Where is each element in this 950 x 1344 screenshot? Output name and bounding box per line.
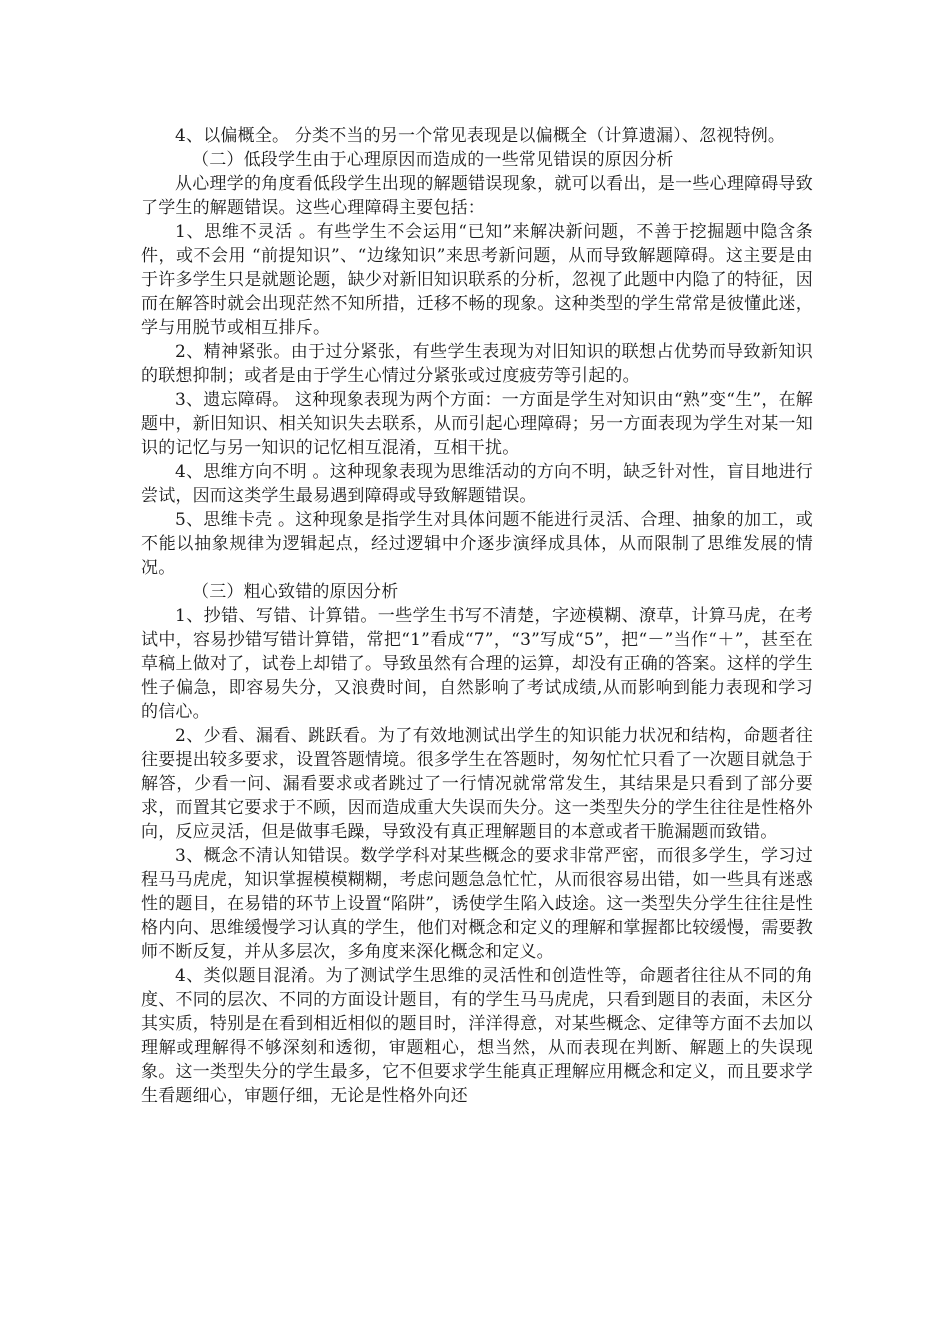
paragraph-concept-confusion: 3、概念不清认知错误。数学学科对某些概念的要求非常严密，而很多学生，学习过程马马虎虎，知识掌握模模糊糊，考虑问题急急忙忙，从而很容易出错，如一些具有迷惑性的题目，在易错的环节上设置“陷阱”，诱使学生陷入歧途。这一类型失分学生往往是性格内向、思维缓慢学习认真的学生，他们对概念和定义的理解和掌握都比较缓慢，需要教师不断反复，并从多层次，多角度来深化概念和定义。 bbox=[141, 846, 813, 962]
paragraph-partial-concept: 4、以偏概全。 分类不当的另一个常见表现是以偏概全（计算遗漏）、忽视特例。 bbox=[175, 126, 786, 146]
paragraph-skipped-reading: 2、少看、漏看、跳跃看。为了有效地测试出学生的知识能力状况和结构，命题者往往要提出较多要求，设置答题情境。很多学生在答题时，匆匆忙忙只看了一次题目就急于解答，少看一问、漏看要求或者跳过了一行情况就常常发生，其结果是只看到了部分要求，而置其它要求于不顾，因而造成重大失误而失分。这一类型失分的学生往往是性格外向，反应灵活，但是做事毛躁，导致没有真正理解题目的本意或者干脆漏题而致错。 bbox=[141, 726, 813, 842]
paragraph-similar-problems: 4、类似题目混淆。为了测试学生思维的灵活性和创造性等，命题者往往从不同的角度、不同的层次、不同的方面设计题目，有的学生马马虎虎，只看到题目的表面，未区分其实质，特别是在看到相近相似的题目时，洋洋得意，对某些概念、定律等方面不去加以理解或理解得不够深刻和透彻，审题粗心，想当然，从而表现在判断、解题上的失误现象。这一类型失分的学生最多，它不但要求学生能真正理解应用概念和定义，而且要求学生看题细心，审题仔细，无论是性格外向还 bbox=[141, 966, 813, 1106]
document-body bbox=[141, 124, 813, 1108]
paragraph-inflexible-thinking: 1、思维不灵活 。有些学生不会运用“已知”来解决新问题，不善于挖掘题中隐含条件，或不会用 “前提知识”、“边缘知识”来思考新问题，从而导致解题障碍。这主要是由于许多学生只是就题论题，缺少对新旧知识联系的分析，忽视了此题中内隐了的特征，因而在解答时就会出现茫然不知所措，迁移不畅的现象。这种类型的学生常常是彼懂此迷，学与用脱节或相互排斥。 bbox=[141, 222, 813, 338]
paragraph-thinking-stuck: 5、思维卡壳 。这种现象是指学生对具体问题不能进行灵活、合理、抽象的加工，或不能以抽象规律为逻辑起点，经过逻辑中介逐步演绎成具体，从而限制了思维发展的情况。 bbox=[141, 510, 813, 578]
paragraph-copy-errors: 1、抄错、写错、计算错。一些学生书写不清楚，字迹模糊、潦草，计算马虎，在考试中，容易抄错写错计算错，常把“1”看成“7”，“3”写成“5”，把“－”当作“＋”，甚至在草稿上做对了，试卷上却错了。导致虽然有合理的运算，却没有正确的答案。这样的学生性子偏急，即容易失分，又浪费时间，自然影响了考试成绩,从而影响到能力表现和学习的信心。 bbox=[141, 606, 813, 722]
paragraph-nervousness: 2、精神紧张。由于过分紧张，有些学生表现为对旧知识的联想占优势而导致新知识的联想抑制；或者是由于学生心情过分紧张或过度疲劳等引起的。 bbox=[141, 342, 813, 386]
paragraph-unclear-direction: 4、思维方向不明 。这种现象表现为思维活动的方向不明，缺乏针对性，盲目地进行尝试，因而这类学生最易遇到障碍或导致解题错误。 bbox=[141, 462, 813, 506]
section-heading-carelessness: （三）粗心致错的原因分析 bbox=[192, 582, 399, 602]
paragraph-forgetting-barrier: 3、遗忘障碍。 这种现象表现为两个方面：一方面是学生对知识由“熟”变“生”，在解题中，新旧知识、相关知识失去联系，从而引起心理障碍；另一方面表现为学生对某一知识的记忆与另一知识的记忆相互混淆，互相干扰。 bbox=[141, 390, 813, 458]
paragraph-psychology-intro: 从心理学的角度看低段学生出现的解题错误现象，就可以看出，是一些心理障碍导致了学生的解题错误。这些心理障碍主要包括： bbox=[141, 174, 813, 218]
section-heading-psychological: （二）低段学生由于心理原因而造成的一些常见错误的原因分析 bbox=[192, 150, 674, 170]
